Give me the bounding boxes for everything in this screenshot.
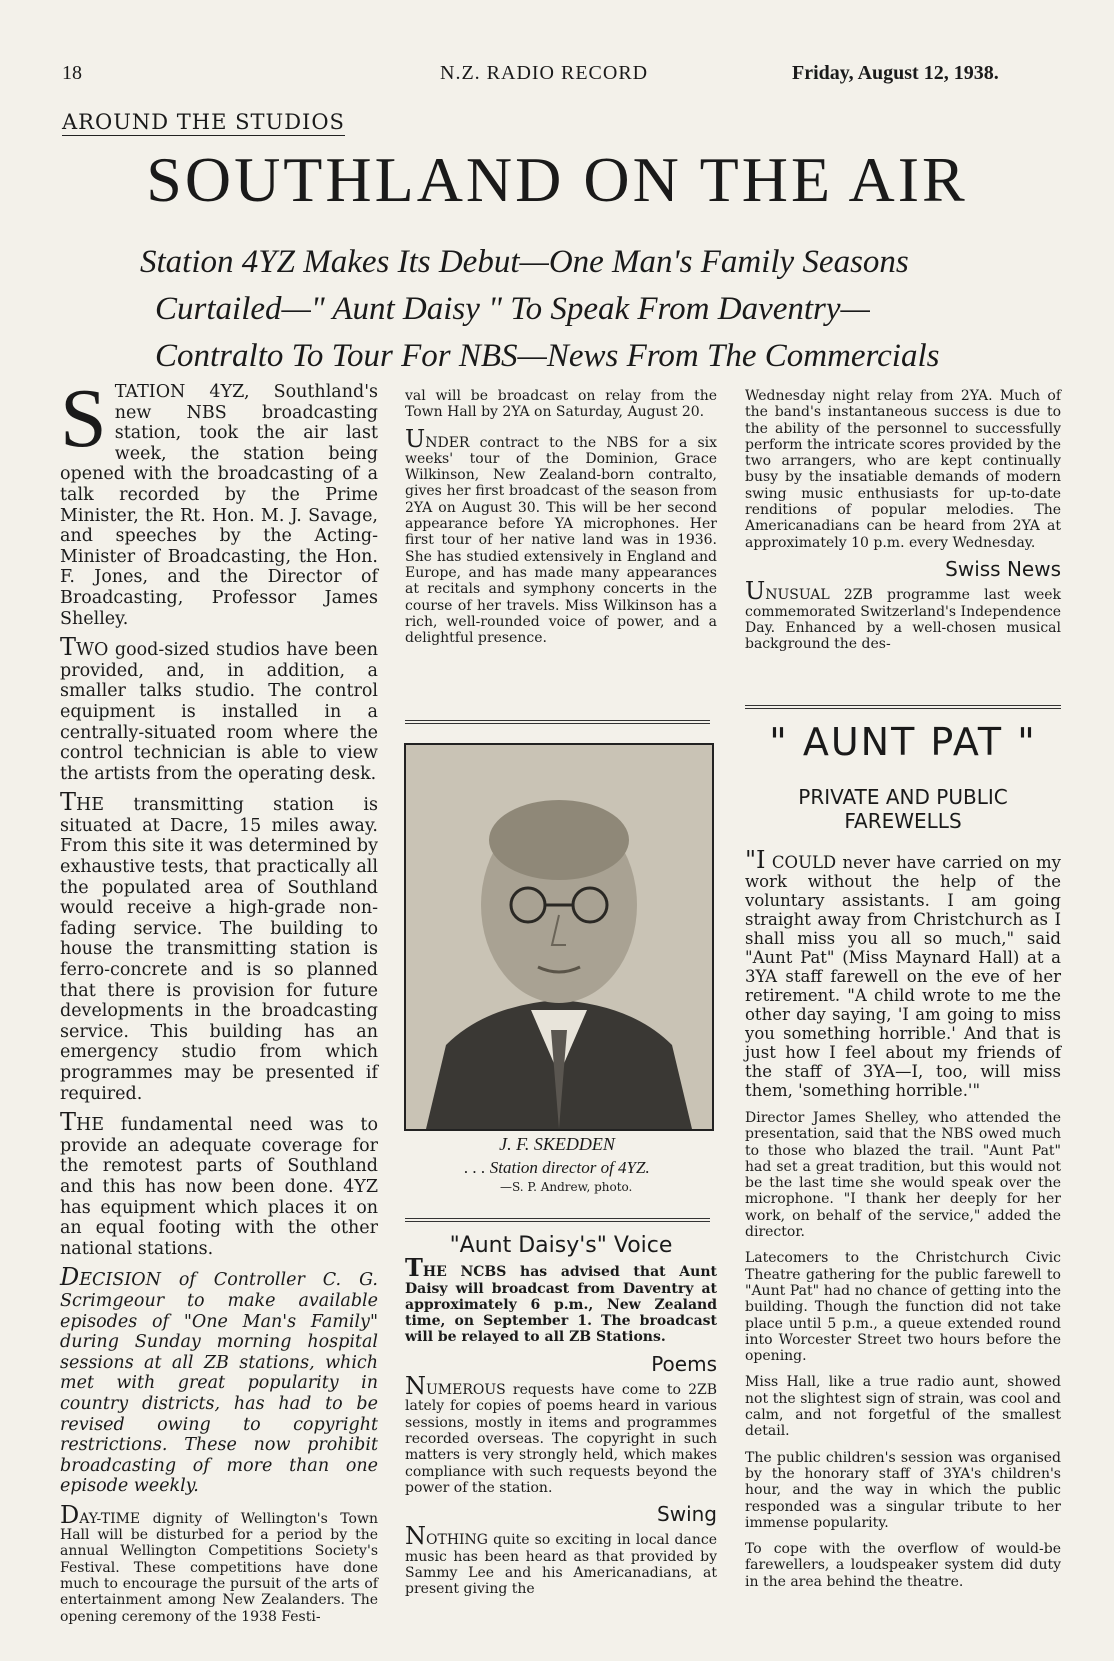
para-one-mans-family: DECISION of Controller C. G. Scrimgeour to make available episodes of "One Man's Family" during Sunday morning hospital sessions at all ZB stations, which met with great popularity in country districts, has had to be revised owing to copyright restrictions. These now prohibit broadcasting of more than one episode weekly. xyxy=(60,1263,378,1497)
swiss-news-text: UNUSUAL 2ZB programme last week commemorated Switzerland's Independence Day. Enhanced by a well-chosen musical background the des- xyxy=(745,577,1061,653)
drop-cap: S xyxy=(60,372,107,465)
column-1 xyxy=(60,372,378,1635)
portrait-photo xyxy=(404,743,714,1131)
headline: SOUTHLAND ON THE AIR xyxy=(146,144,968,215)
para-festival-relay: val will be broadcast on relay from the Town Hall by 2YA on Saturday, August 20. xyxy=(405,388,717,421)
aunt-pat-para-4: Miss Hall, like a true radio aunt, showed not the slightest sign of strain, was cool and calm, and not forgetful of the smallest detail. xyxy=(745,1374,1061,1440)
para-coverage: THE fundamental need was to provide an adequate coverage for the remotest parts of Southland and this has now been done. 4YZ has equipment which places it on an equal footing with the other national stations. xyxy=(60,1108,378,1259)
page-number: 18 xyxy=(62,62,82,84)
aunt-pat-title: " AUNT PAT " xyxy=(769,720,1037,764)
aunt-pat-para-6: To cope with the overflow of would-be farewellers, a loudspeaker system did duty in the area behind the theatre. xyxy=(745,1541,1061,1590)
divider-rule xyxy=(405,720,710,724)
para-transmitter: THE transmitting station is situated at Dacre, 15 miles away. From this site it was determined by exhaustive tests, that practically all the populated area of Southland would receive a high-grade non-fading service. The building to house the transmitting station is ferro-concrete and is so planned that there is provision for future developments in the broadcasting service. This building has an emergency studio from which programmes may be presented if required. xyxy=(60,788,378,1104)
divider-rule-3 xyxy=(745,705,1061,709)
para-americanadians: Wednesday night relay from 2YA. Much of the band's instantaneous success is due to the ability of the personnel to successfully perform the intricate scores provided by the two arrangers, who are kept continually busy by the insatiable demands of modern swing music enthusiasts for up-to-date renditions of popular melodies. The Americanadians can be heard from 2YA at approximately 10 p.m. every Wednesday. xyxy=(745,388,1061,551)
aunt-pat-para-5: The public children's session was organised by the honorary staff of 3YA's children's hour, and the way in which the public responded was a singular tribute to her immense popularity. xyxy=(745,1449,1061,1531)
divider-rule-2 xyxy=(405,1218,710,1222)
photo-caption-name: J. F. SKEDDEN xyxy=(499,1134,615,1154)
aunt-daisy-box xyxy=(405,1233,717,1608)
portrait-illustration xyxy=(406,745,712,1129)
deck-line-2: Curtailed—" Aunt Daisy " To Speak From Daventry— xyxy=(155,291,870,327)
issue-date: Friday, August 12, 1938. xyxy=(792,62,999,84)
para-wilkinson: UNDER contract to the NBS for a six weeks' tour of the Dominion, Grace Wilkinson, New Zealand-born contralto, gives her first broadcast of the season from 2YA on August 30. This will be her second appearance before YA microphones. Her first tour of her native land was in 1936. She has studied extensively in England and Europe, and has made many appearances at recitals and symphony concerts in the course of her travels. Miss Wilkinson has a rich, well-rounded voice of power, and a delightful presence. xyxy=(405,424,717,647)
deck-line-1: Station 4YZ Makes Its Debut—One Man's Family Seasons xyxy=(140,244,909,280)
swing-heading: Swing xyxy=(657,1502,717,1527)
photo-caption-role: . . . Station director of 4YZ. xyxy=(464,1158,650,1177)
column-2 xyxy=(405,388,717,656)
aunt-daisy-text: THE NCBS has advised that Aunt Daisy will broadcast from Daventry at approximately 6 p.m., New Zealand time, on September 1. The broadcast will be relayed to all ZB Stations. xyxy=(405,1253,717,1346)
swing-text: NOTHING quite so exciting in local dance music has been heard as that provided by Sammy Lee and his Americanadians, at present giving the xyxy=(405,1522,717,1598)
para-4yz-opening: STATION 4YZ, Southland's new NBS broadcasting station, took the air last week, the station being opened with the broadcasting of a talk recorded by the Prime Minister, the Rt. Hon. M. J. Savage, and speeches by the Acting-Minister of Broadcasting, the Hon. F. Jones, and the Director of Broadcasting, Professor James Shelley. xyxy=(60,372,378,629)
aunt-pat-para-3: Latecomers to the Christchurch Civic Theatre gathering for the public farewell to "Aunt Pat" had no chance of getting into the building. Though the function did not take place until 5 p.m., a queue extended round into Worcester Street two hours before the opening. xyxy=(745,1250,1061,1365)
publication-title: N.Z. RADIO RECORD xyxy=(440,62,649,84)
photo-credit: —S. P. Andrew, photo. xyxy=(500,1180,633,1194)
poems-text: NUMEROUS requests have come to 2ZB lately for copies of poems heard in various sessions, mostly in items and programmes recorded overseas. The copyright in such matters is very strongly held, which makes compliance with such requests beyond the power of the station. xyxy=(405,1372,717,1496)
deck-line-3: Contralto To Tour For NBS—News From The Commercials xyxy=(155,338,940,374)
swiss-news-heading: Swiss News xyxy=(945,556,1061,581)
poems-heading: Poems xyxy=(651,1351,717,1376)
aunt-daisy-title: "Aunt Daisy's" Voice xyxy=(449,1233,673,1258)
aunt-pat-subtitle: PRIVATE AND PUBLIC FAREWELLS xyxy=(798,785,1008,833)
aunt-pat-article xyxy=(745,846,1061,1600)
aunt-pat-para-1: "I COULD never have carried on my work without the help of the voluntary assistants. I am going straight away from Christchurch as I shall miss you all so much," said "Aunt Pat" (Miss Maynard Hall) at a 3YA staff farewell on the eve of her retirement. "A child wrote to me the other day saying, 'I am going to miss you something horrible.' And that is just how I feel about my friends of the staff of 3YA—I, too, will miss them, 'something horrible.'" xyxy=(745,846,1061,1100)
column-3 xyxy=(745,388,1061,662)
para-studios: TWO good-sized studios have been provided, and, in addition, a smaller talks studio. The control equipment is installed in a centrally-situated room where the control technician is able to view the artists from the operating desk. xyxy=(60,633,378,784)
aunt-pat-para-2: Director James Shelley, who attended the presentation, said that the NBS owed much to those who blazed the trail. "Aunt Pat" had set a great tradition, but this would not be the last time she would speak over the microphone. "I thank her deeply for her work, on behalf of the service," added the director. xyxy=(745,1110,1061,1241)
para-town-hall: DAY-TIME dignity of Wellington's Town Hall will be disturbed for a period by the annual Wellington Competitions Society's Festival. These competitions have done much to encourage the pursuit of the arts of entertainment among New Zealanders. The opening ceremony of the 1938 Festi- xyxy=(60,1500,378,1625)
section-kicker: AROUND THE STUDIOS xyxy=(62,110,345,134)
